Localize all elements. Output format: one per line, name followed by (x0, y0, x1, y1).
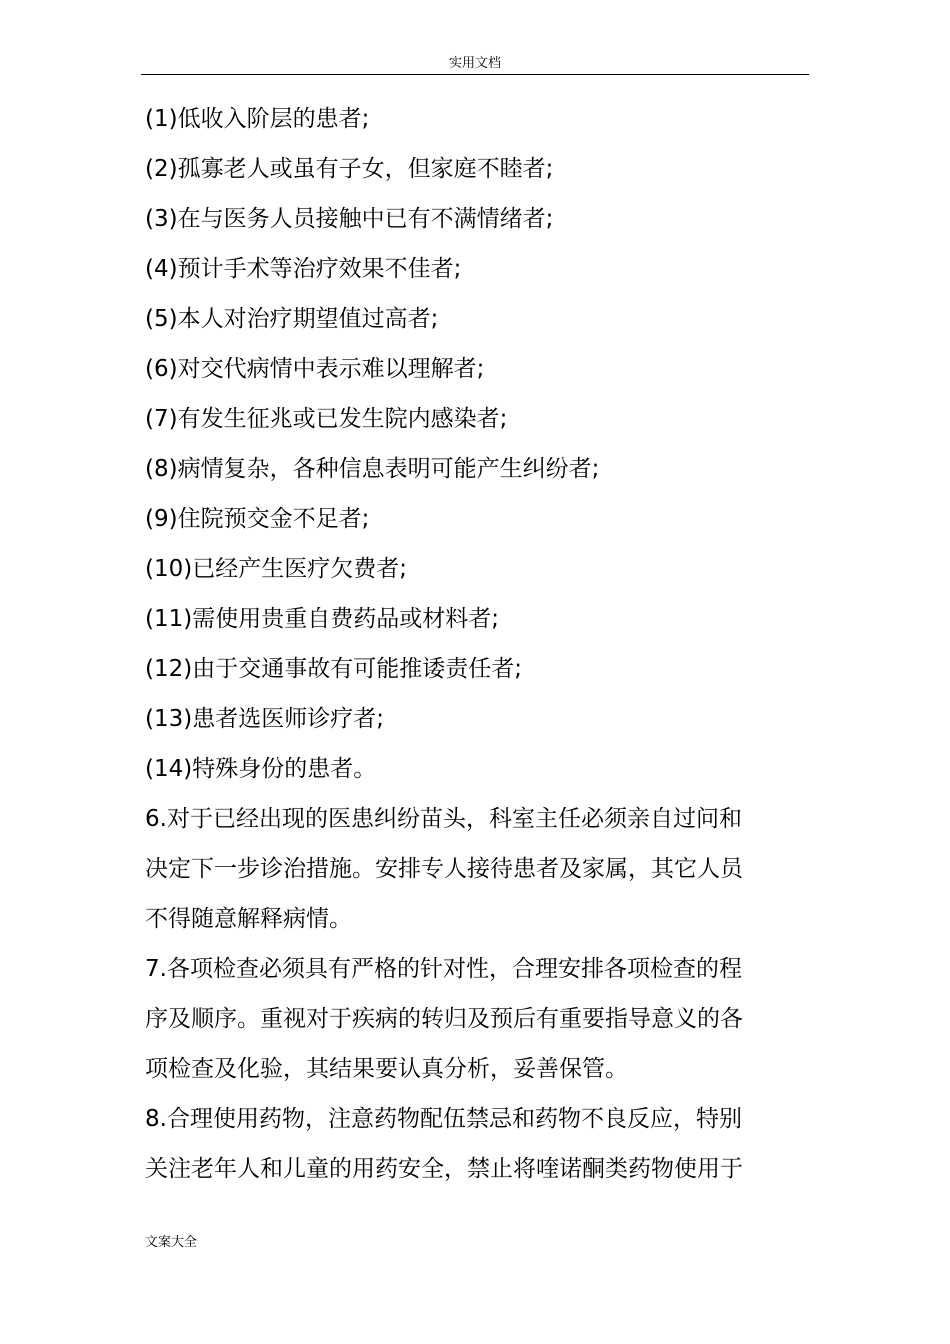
criteria-list (145, 94, 809, 794)
paragraph-line: 决定下一步诊治措施。安排专人接待患者及家属，其它人员 (145, 856, 743, 882)
header-text: 实用文档 (448, 56, 501, 71)
list-item: (8)病情复杂，各种信息表明可能产生纠纷者; (145, 456, 600, 482)
list-item: (3)在与医务人员接触中已有不满情绪者; (145, 206, 554, 232)
list-item: (1)低收入阶层的患者; (145, 106, 370, 132)
paragraph-line: 7.各项检查必须具有严格的针对性，合理安排各项检查的程 (145, 956, 742, 982)
document-body (145, 94, 809, 1194)
list-item: (4)预计手术等治疗效果不佳者; (145, 256, 462, 282)
paragraph-line: 项检查及化验，其结果要认真分析，妥善保管。 (145, 1056, 628, 1082)
list-item: (2)孤寡老人或虽有子女，但家庭不睦者; (145, 156, 554, 182)
list-item: (7)有发生征兆或已发生院内感染者; (145, 406, 508, 432)
page-footer: 文案大全 (145, 1235, 198, 1250)
paragraph-line: 6.对于已经出现的医患纠纷苗头，科室主任必须亲自过问和 (145, 806, 742, 832)
paragraph-7 (145, 944, 809, 1094)
list-item: (10)已经产生医疗欠费者; (145, 556, 407, 582)
list-item: (5)本人对治疗期望值过高者; (145, 306, 439, 332)
list-item: (9)住院预交金不足者; (145, 506, 370, 532)
paragraph-line: 关注老年人和儿童的用药安全，禁止将喹诺酮类药物使用于 (145, 1156, 743, 1182)
list-item: (13)患者选医师诊疗者; (145, 706, 384, 732)
list-item: (11)需使用贵重自费药品或材料者; (145, 606, 499, 632)
list-item: (6)对交代病情中表示难以理解者; (145, 356, 485, 382)
paragraph-line: 不得随意解释病情。 (145, 906, 352, 932)
list-item: (12)由于交通事故有可能推诿责任者; (145, 656, 522, 682)
paragraph-line: 序及顺序。重视对于疾病的转归及预后有重要指导意义的各 (145, 1006, 743, 1032)
paragraph-6 (145, 794, 809, 944)
list-item: (14)特殊身份的患者。 (145, 756, 377, 782)
paragraph-8 (145, 1094, 809, 1194)
page-header (141, 52, 809, 75)
paragraph-line: 8.合理使用药物，注意药物配伍禁忌和药物不良反应，特别 (145, 1106, 742, 1132)
